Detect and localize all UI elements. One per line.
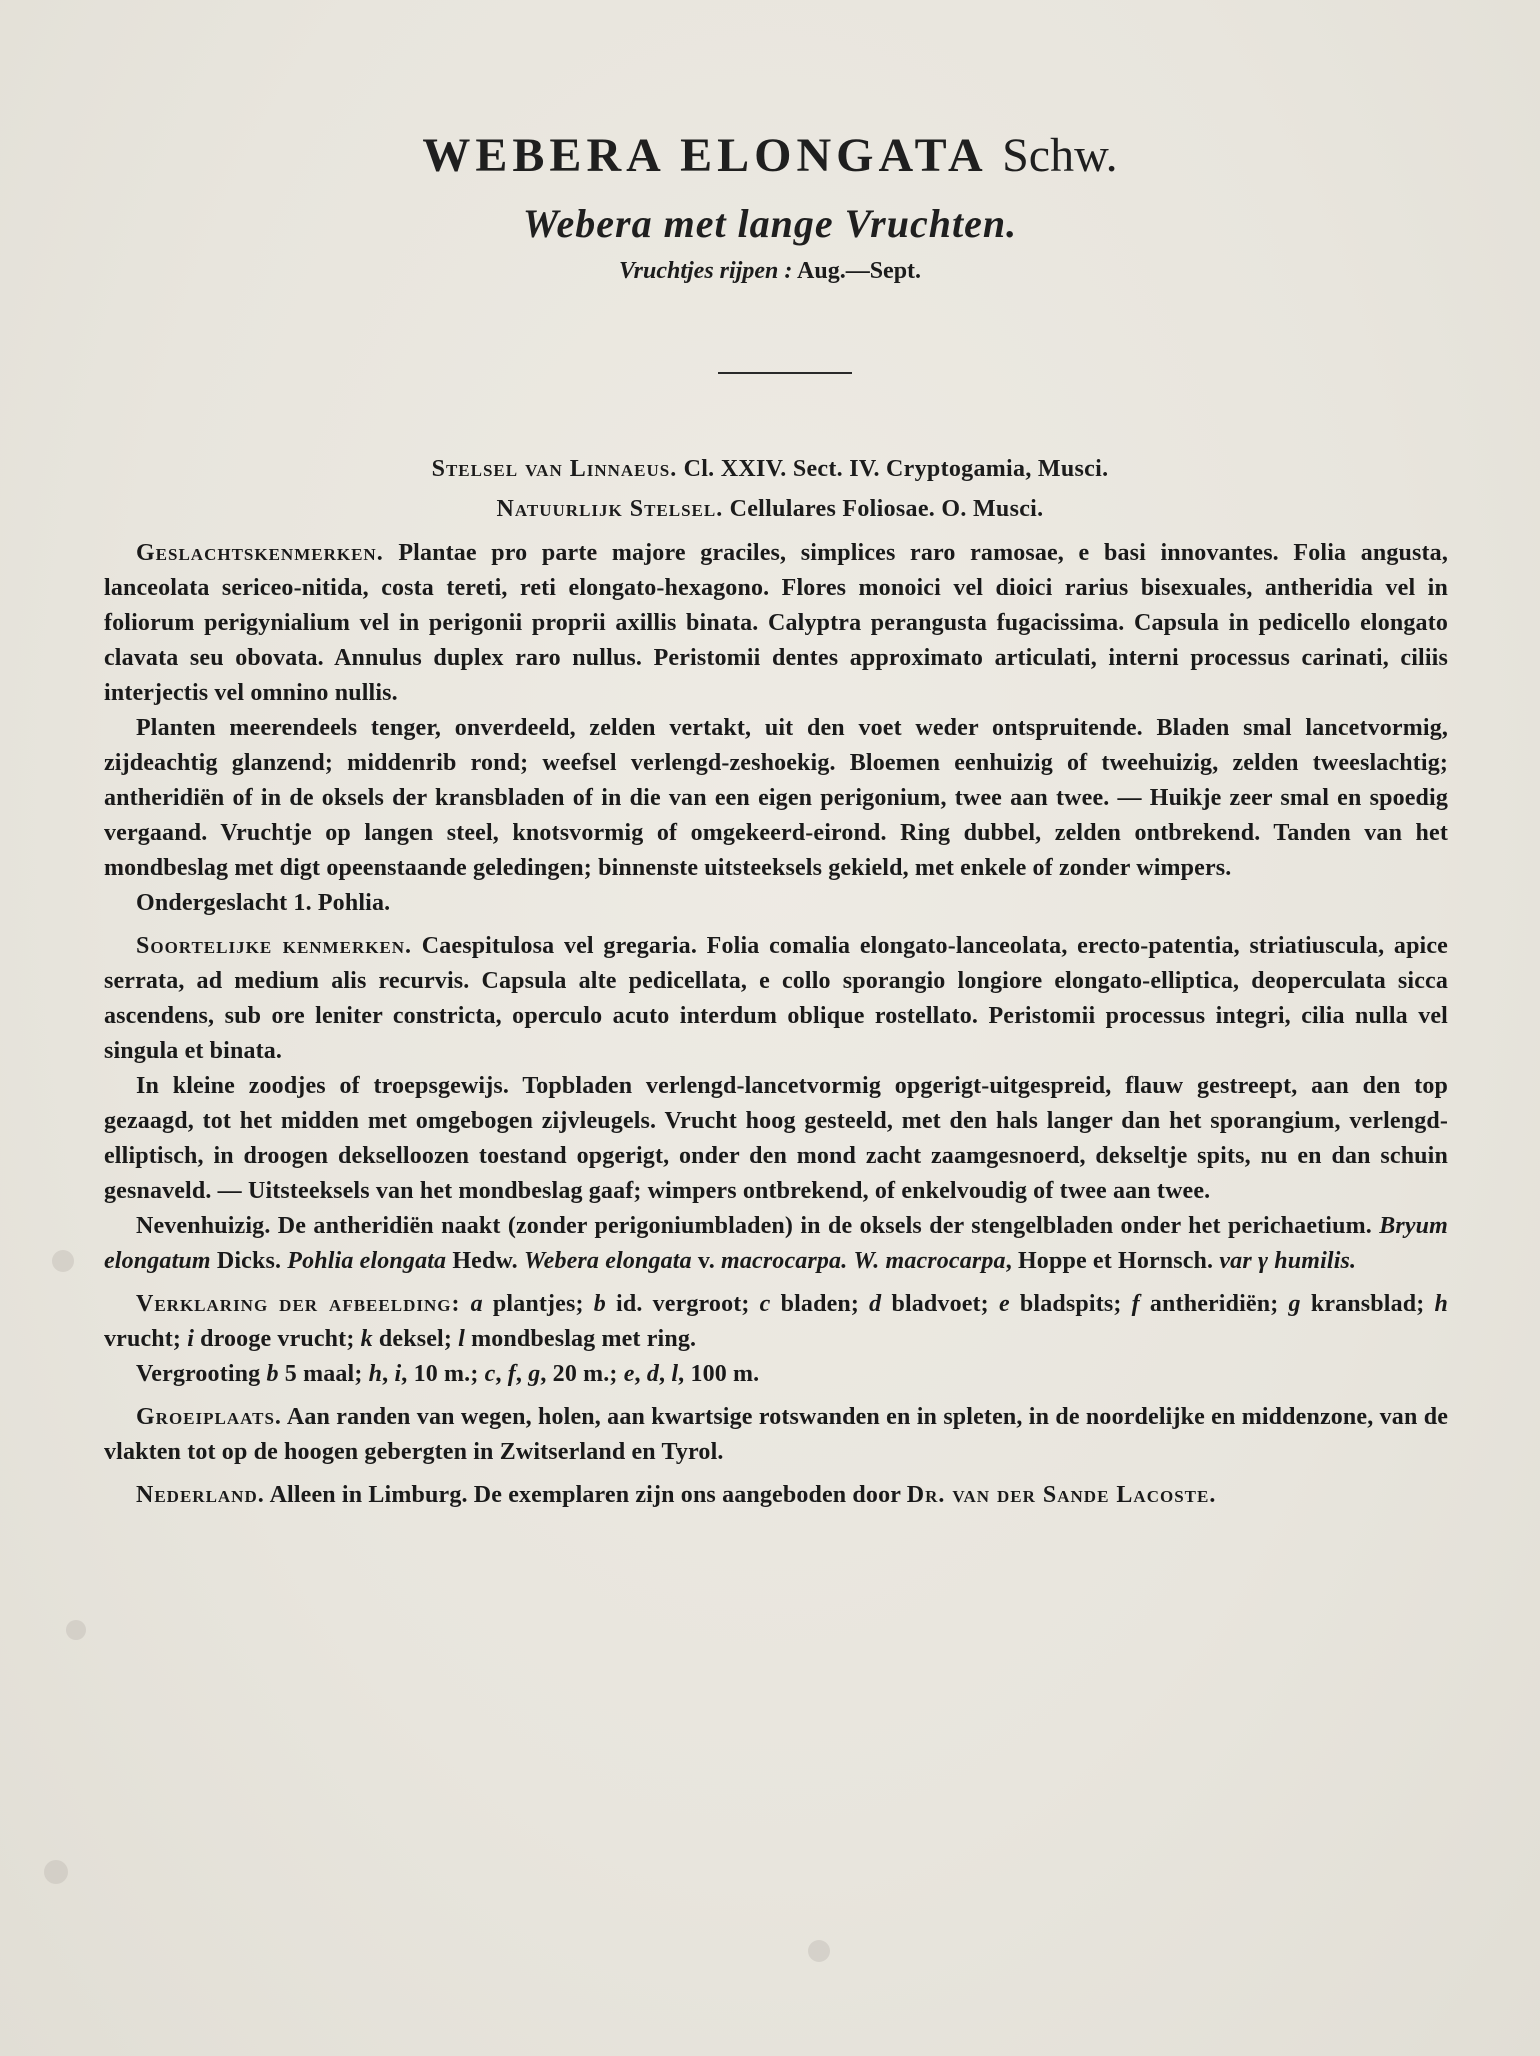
netherlands-text: Alleen in Limburg. De exemplaren zijn ons aangeboden door (269, 1482, 901, 1508)
synonym-pohlia-author: Hedw. (452, 1248, 518, 1274)
magnification-line: Vergrooting b 5 maal; h, i, 10 m.; c, f, g, 20 m.; e, d, l, 100 m. (136, 1361, 760, 1387)
explanation-paragraph (104, 1287, 1448, 1357)
title-species: WEBERA ELONGATA (422, 129, 986, 182)
species-dutch-paragraph: In kleine zoodjes of troepsgewijs. Topbladen verlengd-lancetvormig opgerigt-uitgespreid, flauw gestreept, aan den top gezaagd, tot het midden met omgebogen zijvleugels. Vrucht hoog gesteeld, met den hals langer dan het sporangium, verlengd-elliptisch, in droogen dekselloozen toestand opgerigt, onder den mond zacht zaamgesnoerd, dekseltje spits, nu en dan schuin gesnaveld. — Uitsteeksels van het mondbeslag gaaf; wimpers ontbrekend, of enkelvoudig of twee aan twee. (104, 1073, 1448, 1204)
ripening-line (0, 258, 1540, 285)
divider-rule (718, 372, 852, 374)
synonym-webera: Webera elongata (523, 1248, 692, 1274)
description-body (104, 536, 1448, 1513)
genus-label: Geslachtskenmerken. (136, 540, 384, 566)
synonym-variety-humilis: var γ humilis. (1219, 1248, 1357, 1274)
paper-spot (44, 1860, 68, 1884)
page-subtitle: Webera met lange Vruchten. (522, 201, 1018, 246)
ripening-value: Aug.—Sept. (797, 258, 922, 284)
subgenus-line: Ondergeslacht 1. Pohlia. (136, 890, 391, 916)
genus-latin-text: Plantae pro parte majore graciles, simplices raro ramosae, e basi innovantes. Folia angusta, lanceolata sericeo-nitida, costa tereti, reti elongato-hexagono. Flores monoici vel dioici rarius bisexuales, antheridia vel in foliorum perigynialium vel in perigonii proprii axillis binata. Calyptra perangusta fugacissima. Capsula in pedicello elongato clavata seu obovata. Annulus duplex raro nullus. Peristomii dentes approximato articulati, interni processus carinati, ciliis interjectis vel omnino nullis. (104, 540, 1448, 706)
synonym-pohlia: Pohlia elongata (287, 1248, 447, 1274)
synonyms-paragraph (104, 1209, 1448, 1279)
synonym-bryum: Bryum elongatum (104, 1213, 1448, 1274)
synonym-webera-author: v. (697, 1248, 715, 1274)
habitat-paragraph (104, 1400, 1448, 1470)
natural-label: Natuurlijk Stelsel. (496, 496, 724, 522)
genus-latin-paragraph (104, 536, 1448, 711)
paper-spot (808, 1940, 830, 1962)
genus-dutch-paragraph: Planten meerendeels tenger, onverdeeld, zelden vertakt, uit den voet weder ontspruitende. Bladen smal lancetvormig, zijdeachtig glanzend; middenrib rond; weefsel verlengd-zeshoekig. Bloemen eenhuizig of tweehuizig, zelden tweeslachtig; antheridiën of in de oksels der kransbladen of in die van een eigen perigonium, twee aan twee. — Huikje zeer smal en spoedig vergaand. Vruchtje op langen steel, knotsvormig of omgekeerd-eirond. Ring dubbel, zelden ontbrekend. Tanden van het mondbeslag met digt opeenstaande geledingen; binnenste uitsteeksels gekield, met enkele of zonder wimpers. (104, 715, 1448, 881)
linnaeus-system (0, 456, 1540, 483)
linnaeus-text: Cl. XXIV. Sect. IV. Cryptogamia, Musci. (683, 456, 1109, 482)
nevenhuizig-text: Nevenhuizig. De antheridiën naakt (zonder perigoniumbladen) in de oksels der stengelbladen onder het perichaetium. (136, 1213, 1372, 1239)
natural-system (0, 496, 1540, 523)
title-author: Schw. (1002, 129, 1118, 182)
synonym-w-macrocarpa: W. macrocarpa (853, 1248, 1006, 1274)
natural-text: Cellulares Foliosae. O. Musci. (729, 496, 1044, 522)
paper-spot (66, 1620, 86, 1640)
explanation-text: a plantjes; b id. vergroot; c bladen; d bladvoet; e bladspits; f antheridiën; g kransblad; h vrucht; i drooge vrucht; k deksel; l mondbeslag met ring. (104, 1291, 1449, 1352)
page-title (0, 128, 1540, 183)
netherlands-label: Nederland. (136, 1482, 265, 1508)
habitat-label: Groeiplaats. (136, 1404, 282, 1430)
synonym-w-macrocarpa-author: , Hoppe et Hornsch. (1005, 1248, 1214, 1274)
netherlands-paragraph (104, 1478, 1448, 1513)
synonym-webera-variety: macrocarpa. (721, 1248, 848, 1274)
habitat-text: Aan randen van wegen, holen, aan kwartsige rotswanden en in spleten, in de noordelijke en middenzone, van de vlakten tot op de hoogen gebergten in Zwitserland en Tyrol. (104, 1404, 1449, 1465)
synonym-bryum-author: Dicks. (216, 1248, 282, 1274)
ripening-label: Vruchtjes rijpen : (618, 258, 793, 284)
species-label: Soortelijke kenmerken. (136, 933, 413, 959)
species-latin-text: Caespitulosa vel gregaria. Folia comalia elongato-lanceolata, erecto-patentia, striatiuscula, apice serrata, ad medium alis recurvis. Capsula alte pedicellata, e collo sporangio longiore elongato-elliptica, deoperculata sicca ascendens, sub ore leniter constricta, operculo acuto interdum oblique rostellato. Peristomii processus integri, cilia nulla vel singula et binata. (104, 933, 1448, 1064)
paper-spot (52, 1250, 74, 1272)
species-latin-paragraph (104, 929, 1448, 1069)
explanation-label: Verklaring der afbeelding: (136, 1291, 461, 1317)
netherlands-person: Dr. van der Sande Lacoste. (906, 1482, 1217, 1508)
linnaeus-label: Stelsel van Linnaeus. (431, 456, 678, 482)
